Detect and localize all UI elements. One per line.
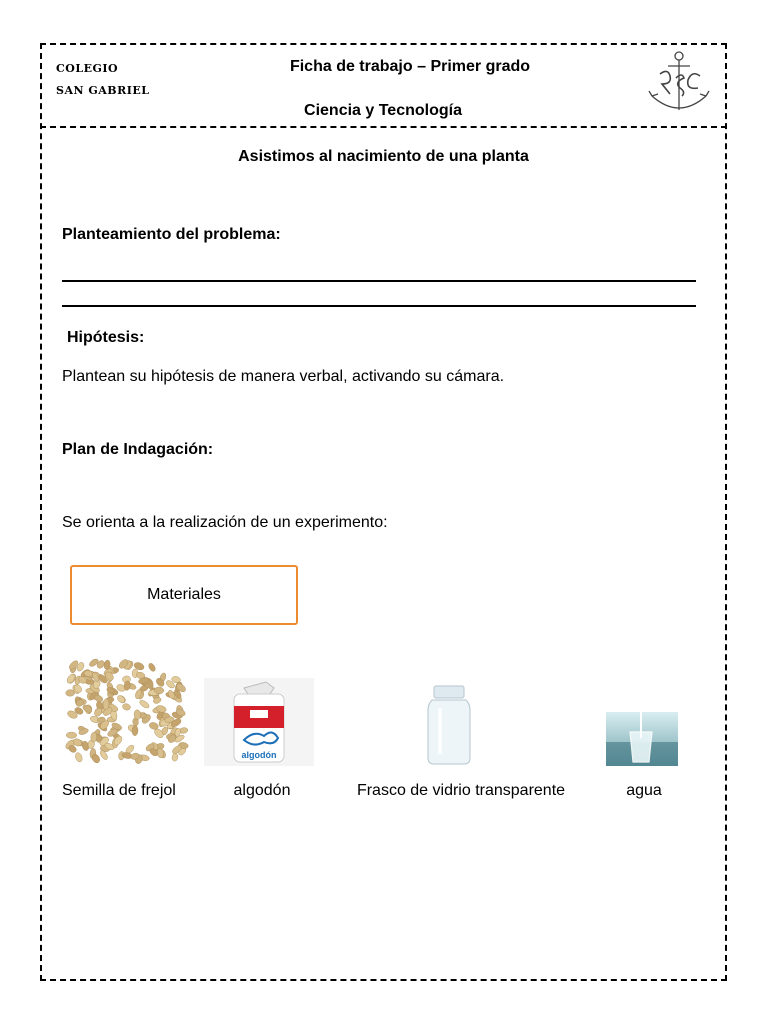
water-glass-image [606,712,678,766]
material-label-cotton: algodón [233,782,291,799]
school-crest-icon [646,48,712,118]
materials-heading: Materiales [147,586,221,603]
material-label-beans: Semilla de frejol [62,782,176,799]
material-label-water: agua [626,782,662,799]
school-name-line2: SAN GABRIEL [56,84,150,97]
school-name-line1: COLEGIO [56,62,119,75]
worksheet-title: Ficha de trabajo – Primer grado [289,58,531,75]
plan-heading: Plan de Indagación: [62,441,214,458]
header-divider [40,126,727,128]
answer-line-1 [62,280,696,282]
activity-title: Asistimos al nacimiento de una planta [238,148,529,165]
answer-line-2 [62,305,696,307]
materials-box [70,565,298,625]
worksheet-border [40,43,727,981]
cotton-bag-image [204,678,314,766]
hypothesis-heading: Hipótesis: [67,329,145,346]
beans-image [64,656,192,766]
material-label-jar: Frasco de vidrio transparente [356,782,566,799]
subject-title: Ciencia y Tecnología [304,102,462,119]
glass-jar-image [418,684,480,766]
cotton-bag-text: algodón [241,750,277,760]
plan-text: Se orienta a la realización de un experimento: [62,514,388,531]
hypothesis-text: Plantean su hipótesis de manera verbal, activando su cámara. [62,368,505,385]
problem-heading: Planteamiento del problema: [62,226,281,243]
